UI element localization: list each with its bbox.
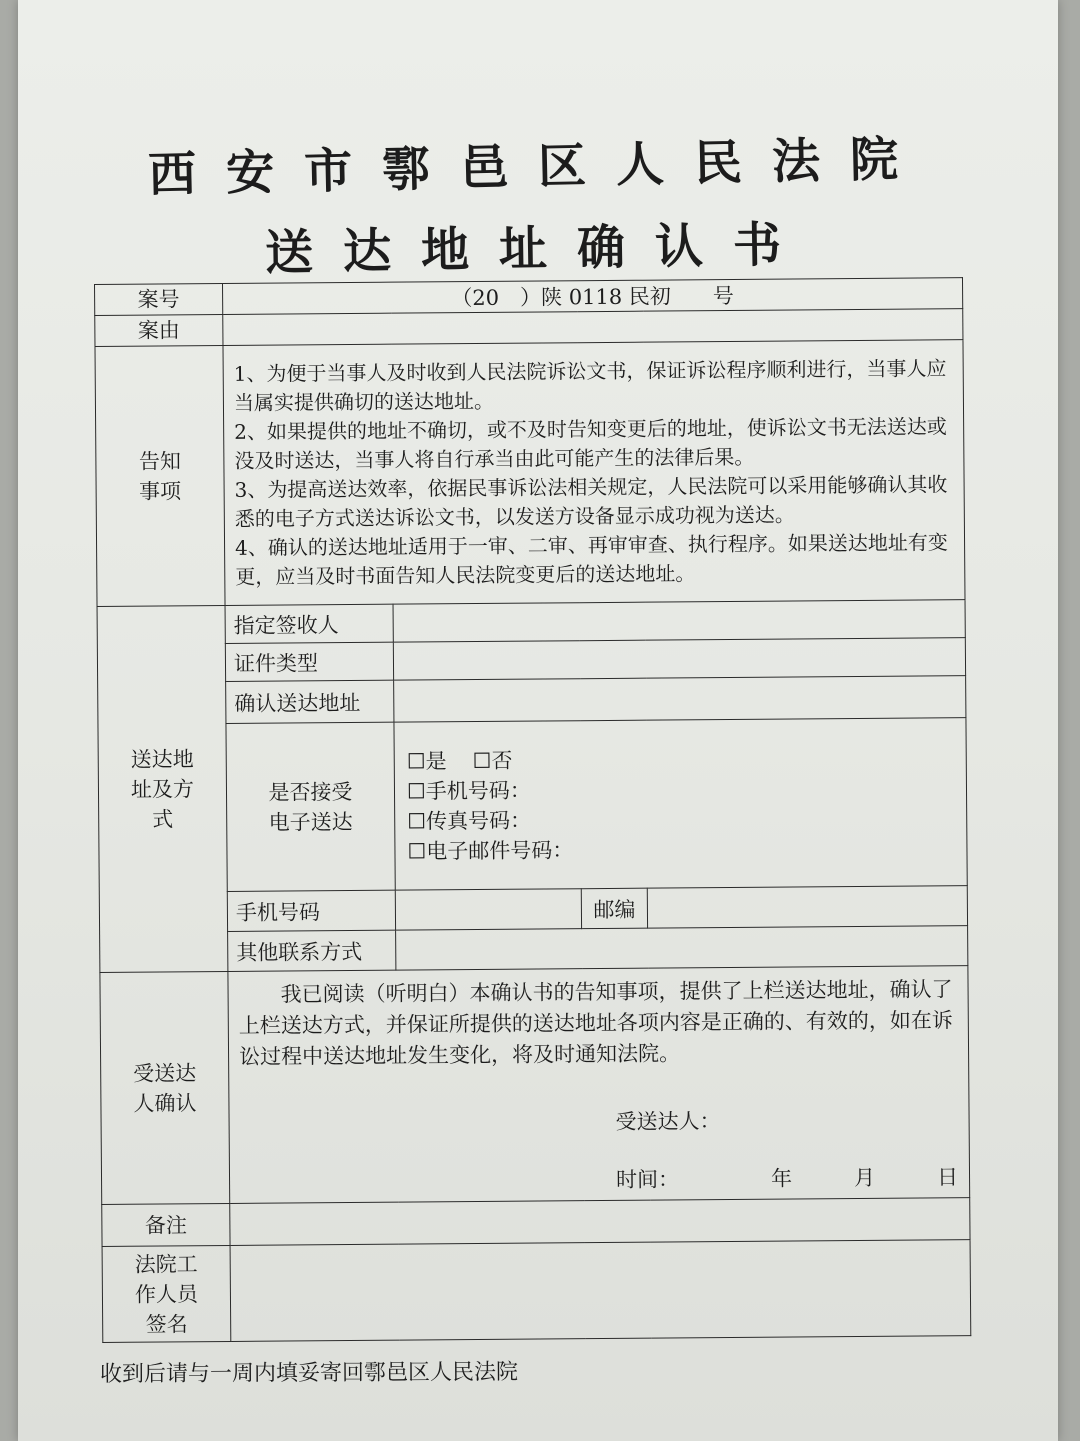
confirmation-label-text: 受送达人确认: [133, 1060, 197, 1116]
notice-content: [223, 340, 965, 606]
designated-recipient-label: 指定签收人: [225, 604, 393, 643]
footer-note: 收到后请与一周内填妥寄回鄠邑区人民法院: [99, 1359, 519, 1388]
other-contact-label: 其他联系方式: [228, 930, 396, 971]
yes-checkbox[interactable]: ☐是: [406, 748, 447, 774]
confirmation-content: [228, 966, 970, 1204]
document-title: 送达地址确认书: [264, 216, 812, 282]
notice-item-4: 4、确认的送达地址适用于一审、二审、再审审查、执行程序。如果送达地址有变更，应当及时书面告知人民法院变更后的送达地址。: [234, 529, 948, 589]
day-label: 日: [936, 1165, 959, 1190]
confirm-address-label: 确认送达地址: [226, 680, 394, 723]
mobile-label: 手机号码: [227, 890, 395, 931]
notice-item-1: 1、为便于当事人及时收到人民法院诉讼文书，保证诉讼程序顺利进行，当事人应当属实提供确切的送达地址。: [233, 355, 947, 415]
remarks-label: 备注: [102, 1203, 230, 1246]
e-delivery-row: [98, 718, 967, 893]
mobile-field[interactable]: [395, 889, 581, 930]
staff-signature-row: [102, 1240, 971, 1343]
designated-recipient-field[interactable]: [393, 600, 965, 642]
notice-label: [95, 345, 225, 606]
notice-item-3: 3、为提高送达效率，依据民事诉讼法相关规定，人民法院可以采用能够确认其收悉的电子方式送达诉讼文书，以发送方设备显示成功视为送达。: [234, 471, 948, 531]
notice-row: [95, 340, 965, 607]
e-delivery-label-text: 是否接受电子送达: [268, 779, 353, 835]
confirm-address-row: [98, 676, 966, 725]
remarks-field[interactable]: [230, 1198, 970, 1246]
notice-item-2: 2、如果提供的地址不确切，或不及时告知变更后的地址，使诉讼文书无法送达或没及时送达，当事人将自行承当由此可能产生的法律后果。: [234, 413, 947, 473]
postcode-field[interactable]: [647, 886, 967, 929]
postcode-label: 邮编: [581, 888, 647, 929]
notice-label-text: 告知事项: [138, 448, 182, 504]
no-checkbox[interactable]: ☐否: [472, 748, 513, 773]
address-section-label-text: 送达地址及方式: [130, 746, 195, 832]
id-type-label: 证件类型: [225, 642, 393, 681]
mobile-option-checkbox[interactable]: ☐手机号码：: [406, 778, 531, 804]
other-contact-row: [100, 926, 968, 973]
signature-date-line: [616, 1162, 958, 1196]
time-label: 时间：: [615, 1167, 680, 1192]
e-delivery-options: [394, 718, 967, 890]
court-name: 西安市鄠邑区人民法院: [147, 130, 929, 204]
staff-signature-label: [102, 1245, 231, 1342]
e-delivery-label: [226, 722, 395, 891]
remarks-row: [102, 1198, 970, 1247]
confirmation-form: [94, 277, 971, 1343]
document-page: [18, 0, 1058, 1441]
email-option-checkbox[interactable]: ☐电子邮件号码：: [407, 837, 574, 864]
confirmation-row: [100, 966, 970, 1205]
id-type-field[interactable]: [393, 638, 965, 680]
staff-signature-label-text: 法院工作人员签名: [134, 1251, 199, 1337]
year-label: 年: [770, 1166, 793, 1191]
confirm-address-field[interactable]: [394, 676, 966, 722]
month-label: 月: [853, 1165, 876, 1191]
recipient-signature-label: 受送达人：: [615, 1109, 721, 1134]
other-contact-field[interactable]: [396, 926, 968, 970]
case-number-label: 案号: [95, 283, 223, 315]
mobile-row: [99, 886, 967, 933]
confirmation-label: [100, 971, 230, 1204]
address-section-label: [97, 605, 228, 972]
fax-option-checkbox[interactable]: ☐传真号码：: [407, 808, 532, 834]
staff-signature-field[interactable]: [230, 1240, 971, 1342]
confirmation-statement: 我已阅读（听明白）本确认书的告知事项，提供了上栏送达地址，确认了上栏送达方式，并保证所提供的送达地址各项内容是正确的、有效的，如在诉讼过程中送达地址发生变化，将及时通知法院。: [238, 977, 953, 1069]
yes-no-line: [407, 742, 954, 776]
case-number-value[interactable]: （20 ）陕 0118 民初 号: [222, 278, 962, 315]
cause-label: 案由: [95, 314, 223, 346]
